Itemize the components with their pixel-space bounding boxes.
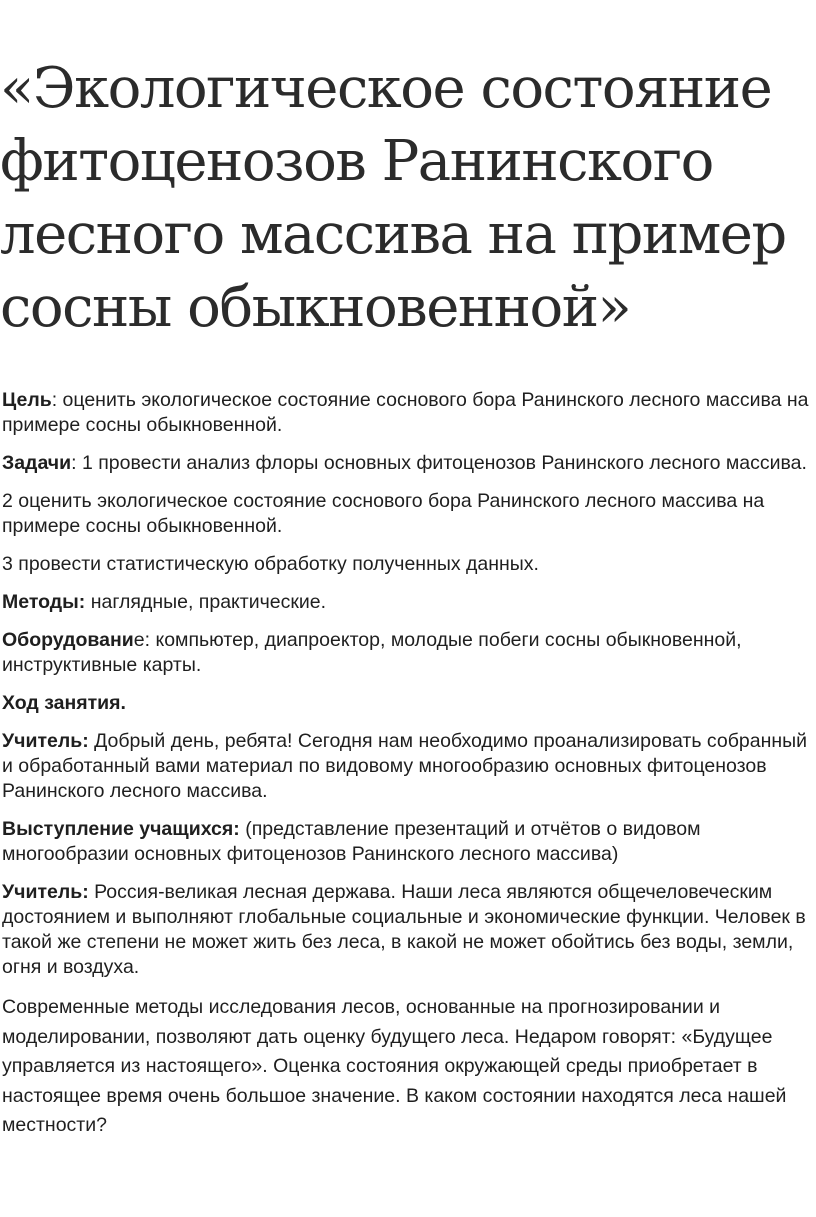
- goal-label: Цель: [2, 389, 52, 411]
- students-paragraph: [2, 817, 814, 867]
- methods-text: наглядные, практические.: [85, 591, 327, 613]
- students-label: Выступление учащихся:: [2, 818, 240, 840]
- equipment-paragraph: [2, 628, 814, 678]
- teacher-1-text: Добрый день, ребята! Сегодня нам необходимо проанализировать собранный и обработанный вами материал по видовому многообразию основных фитоценозов Ранинского лесного массива.: [2, 730, 808, 802]
- task-2-paragraph: 2 оценить экологическое состояние соснового бора Ранинского лесного массива на примере сосны обыкновенной.: [2, 490, 765, 537]
- title-line: «Экологическое состояние: [0, 56, 772, 121]
- title-line: фитоценозов Ранинского: [0, 129, 713, 194]
- task-1-text: : 1 провести анализ флоры основных фитоценозов Ранинского лесного массива.: [71, 452, 807, 474]
- goal-paragraph: [2, 388, 814, 438]
- title-line: сосны обыкновенной»: [0, 275, 631, 340]
- methods-label: Методы:: [2, 591, 86, 613]
- teacher-2-paragraph: [2, 880, 814, 980]
- equipment-label: Оборудовани: [2, 629, 134, 651]
- lesson-heading-text: Ход занятия.: [2, 692, 126, 714]
- closing-paragraph: Современные методы исследования лесов, основанные на прогнозировании и моделировании, позволяют дать оценку будущего леса. Недаром говорят: «Будущее управляется из настоящего». Оценка состояния окружающей среды приобретает в настоящее время очень большое значение. В каком состоянии находятся леса нашей местности?: [2, 996, 787, 1136]
- teacher-1-label: Учитель:: [2, 730, 89, 752]
- task-3-paragraph: 3 провести статистическую обработку полученных данных.: [2, 553, 539, 575]
- equipment-text: е: компьютер, диапроектор, молодые побеги сосны обыкновенной, инструктивные карты.: [2, 629, 742, 676]
- title-line: лесного массива на пример: [0, 202, 786, 267]
- teacher-2-label: Учитель:: [2, 881, 89, 903]
- teacher-2-text: Россия-великая лесная держава. Наши леса являются общечеловеческим достоянием и выполняют глобальные социальные и экономические функции. Человек в такой же степени не может жить без леса, в какой не может обойтись без воды, земли, огня и воздуха.: [2, 881, 806, 978]
- students-text: (представление презентаций и отчётов о видовом многообразии основных фитоценозов Ранинского лесного массива): [2, 818, 701, 865]
- document-body: [2, 388, 814, 1154]
- goal-text: : оценить экологическое состояние соснового бора Ранинского лесного массива на примере сосны обыкновенной.: [2, 389, 809, 436]
- teacher-1-paragraph: [2, 729, 814, 804]
- lesson-heading: [2, 691, 814, 716]
- methods-paragraph: [2, 590, 814, 615]
- task-1-paragraph: [2, 451, 814, 476]
- document-title: [0, 52, 816, 344]
- tasks-label: Задачи: [2, 452, 72, 474]
